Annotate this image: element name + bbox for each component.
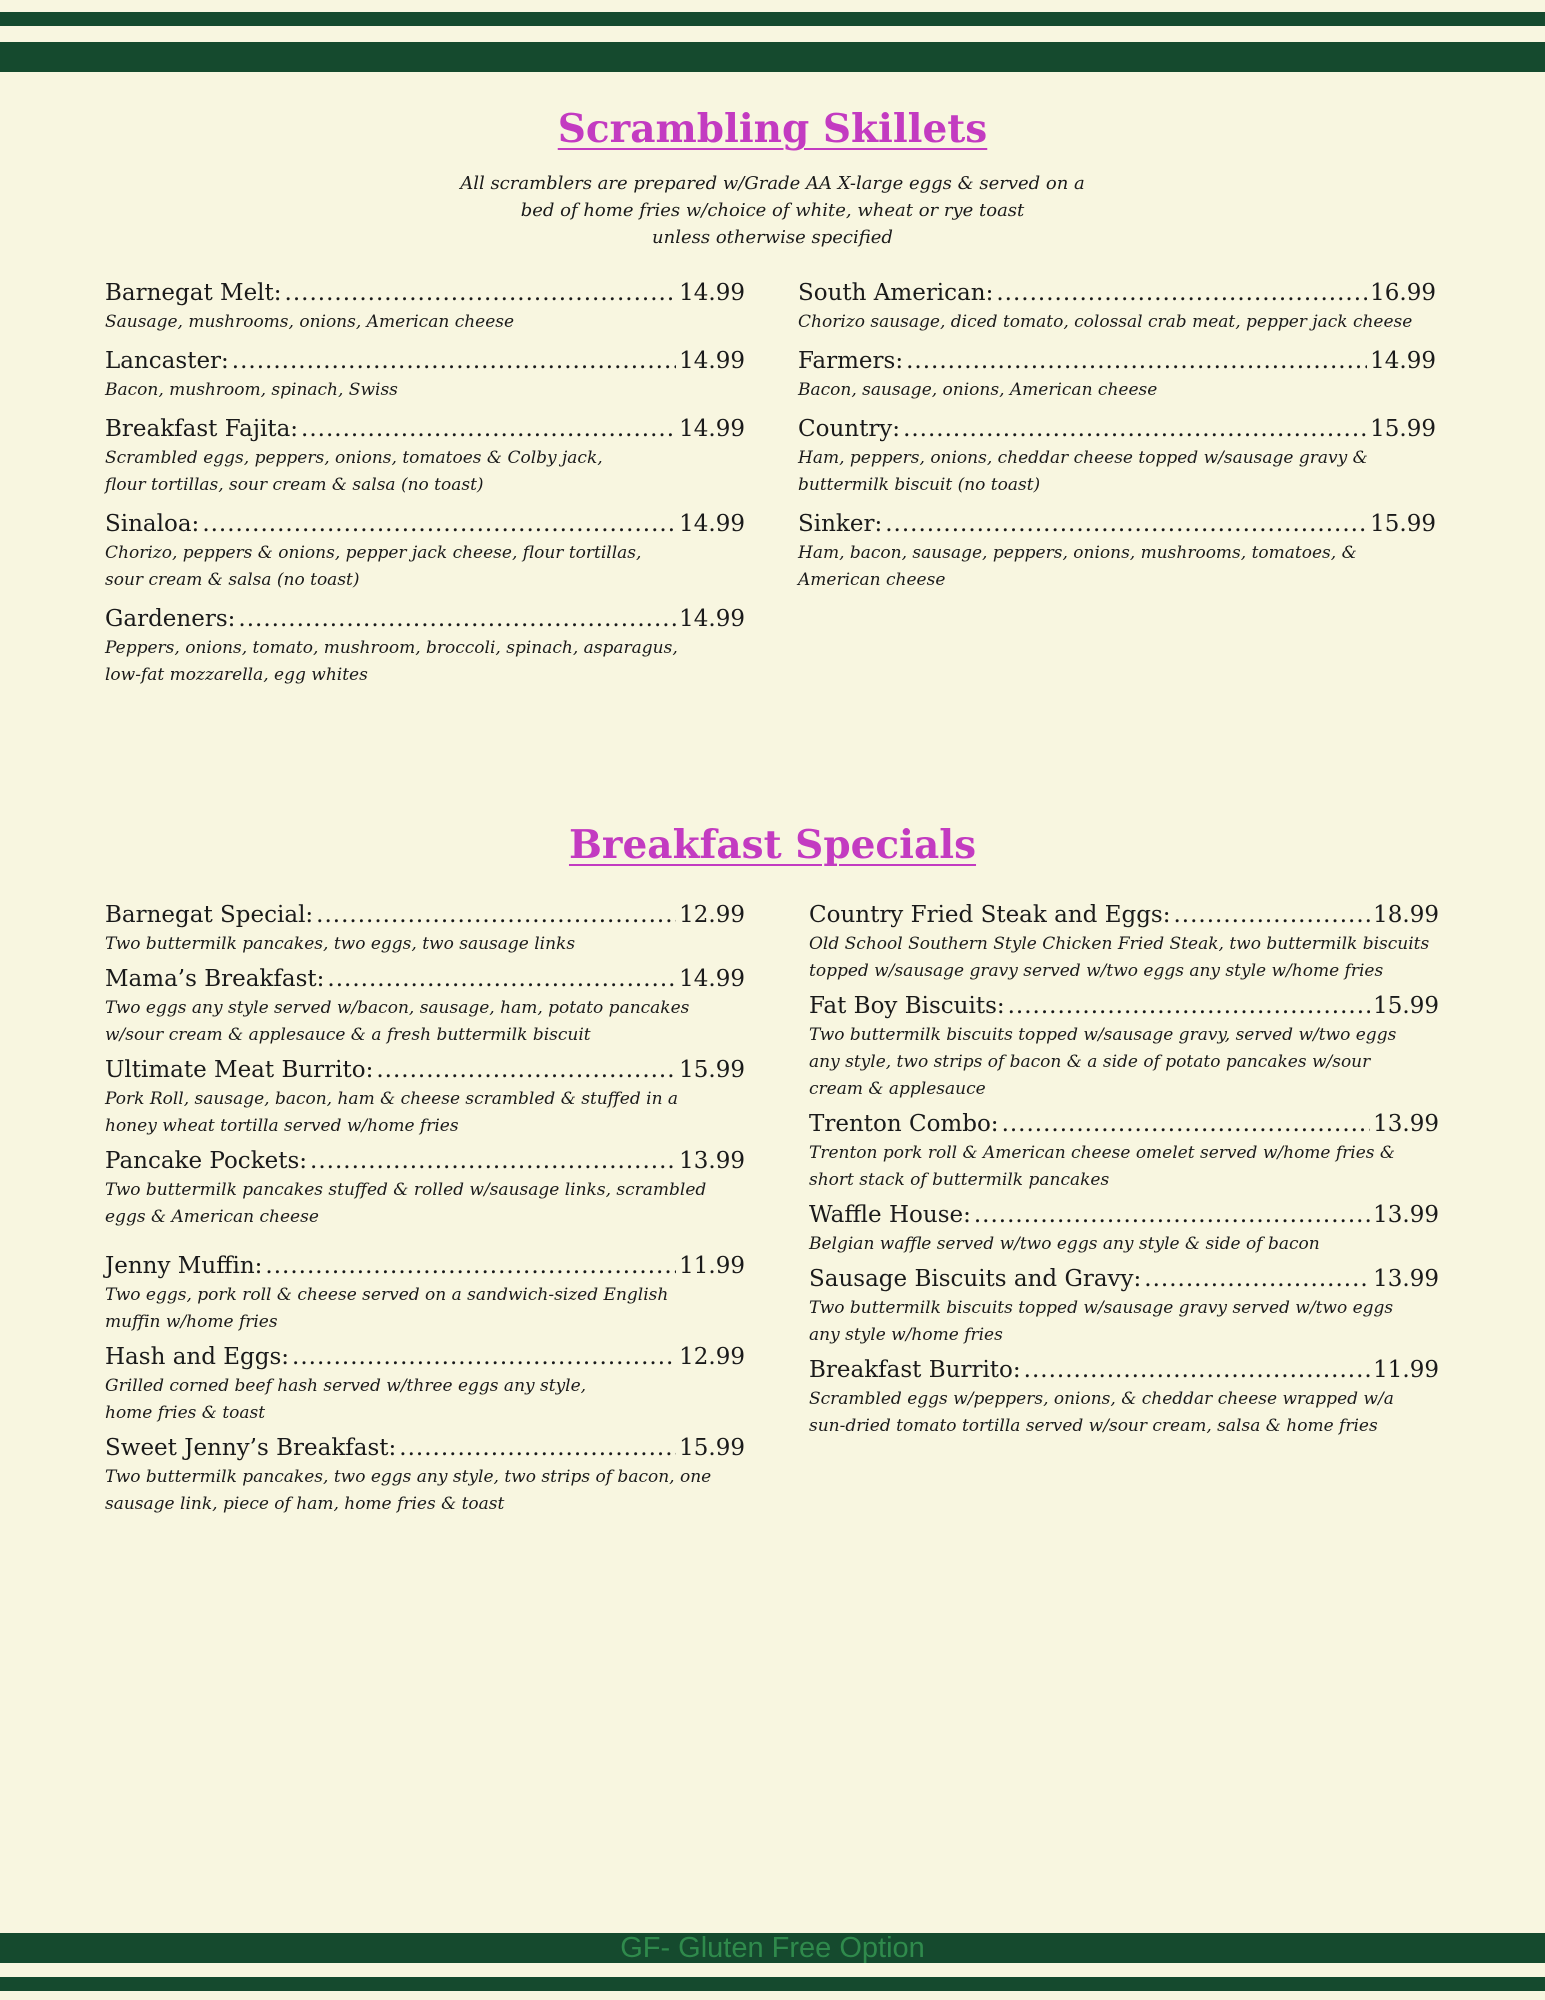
description-line: Two buttermilk pancakes, two eggs, two sausage links — [105, 934, 576, 954]
description-line: Scrambled eggs w/peppers, onions, & cheddar cheese wrapped w/a — [809, 1389, 1394, 1409]
menu-item-price: 11.99 — [679, 1253, 745, 1279]
description-line: short stack of buttermilk pancakes — [809, 1170, 1110, 1190]
menu-item-description — [105, 1282, 745, 1336]
menu-item-name: Barnegat Special: — [105, 902, 314, 928]
dot-leader — [974, 1200, 1370, 1230]
dot-leader — [327, 964, 676, 994]
menu-item-line — [105, 1251, 745, 1281]
description-line: topped w/sausage gravy served w/two eggs any style w/home fries — [809, 961, 1384, 981]
menu-item-price: 14.99 — [679, 416, 745, 442]
menu-item-line — [105, 1433, 745, 1463]
description-line: sun-dried tomato tortilla served w/sour cream, salsa & home fries — [809, 1416, 1378, 1436]
menu-item-line — [809, 1109, 1439, 1139]
menu-item — [105, 278, 745, 336]
description-line: Sausage, mushrooms, onions, American cheese — [105, 312, 515, 332]
menu-item-name: Hash and Eggs: — [105, 1344, 290, 1370]
menu-item-name: Trenton Combo: — [809, 1111, 999, 1137]
menu-item-description — [105, 377, 745, 404]
menu-item-name: Barnegat Melt: — [105, 280, 282, 306]
description-line: cream & applesauce — [809, 1079, 986, 1099]
menu-item — [105, 509, 745, 594]
menu-item-line — [105, 509, 745, 539]
description-line: Trenton pork roll & American cheese omelet served w/home fries & — [809, 1143, 1396, 1163]
menu-item — [105, 604, 745, 689]
menu-item — [105, 346, 745, 404]
menu-item-name: Breakfast Fajita: — [105, 416, 299, 442]
menu-item-line — [809, 1355, 1439, 1385]
menu-item-name: Fat Boy Biscuits: — [809, 993, 1005, 1019]
menu-item-line — [105, 964, 745, 994]
description-line: Grilled corned beef hash served w/three eggs any style, — [105, 1376, 587, 1396]
menu-item-line — [105, 1342, 745, 1372]
menu-item-description — [105, 445, 745, 499]
menu-item-description — [809, 1140, 1439, 1194]
description-line: American cheese — [798, 570, 946, 590]
menu-item-price: 14.99 — [679, 511, 745, 537]
menu-item-description — [809, 931, 1439, 985]
menu-item-description — [809, 1231, 1439, 1258]
menu-item-line — [105, 346, 745, 376]
menu-item-description — [105, 309, 745, 336]
menu-item-price: 18.99 — [1373, 902, 1439, 928]
menu-item-name: Country Fried Steak and Eggs: — [809, 902, 1171, 928]
menu-item-price: 11.99 — [1373, 1357, 1439, 1383]
description-line: buttermilk biscuit (no toast) — [798, 475, 1041, 495]
description-line: Two eggs any style served w/bacon, sausage, ham, potato pancakes — [105, 998, 690, 1018]
description-line: Belgian waffle served w/two eggs any style & side of bacon — [809, 1234, 1320, 1254]
dot-leader — [1144, 1264, 1370, 1294]
menu-item-description — [809, 1386, 1439, 1440]
menu-item-name: Mama’s Breakfast: — [105, 966, 325, 992]
menu-item-description — [105, 995, 745, 1049]
description-line: Peppers, onions, tomato, mushroom, broccoli, spinach, asparagus, — [105, 638, 678, 658]
dot-leader — [1002, 1109, 1371, 1139]
description-line: home fries & toast — [105, 1403, 266, 1423]
menu-item — [798, 346, 1436, 404]
menu-item-name: Sinaloa: — [105, 511, 200, 537]
description-line: Bacon, sausage, onions, American cheese — [798, 380, 1158, 400]
menu-item — [809, 1355, 1439, 1440]
skillets-right-column — [798, 278, 1436, 594]
menu-item-line — [798, 509, 1436, 539]
menu-item-description — [809, 1022, 1439, 1103]
dot-leader — [232, 346, 676, 376]
dot-leader — [885, 509, 1367, 539]
menu-item-price: 15.99 — [1373, 993, 1439, 1019]
dot-leader — [292, 1342, 676, 1372]
menu-item — [105, 964, 745, 1049]
menu-item-price: 12.99 — [679, 1344, 745, 1370]
dot-leader — [1024, 1355, 1371, 1385]
menu-item-line — [105, 1055, 745, 1085]
menu-item-price: 15.99 — [679, 1057, 745, 1083]
menu-item-description — [105, 540, 745, 594]
top-border-thin — [0, 12, 1545, 26]
menu-item-price: 15.99 — [1370, 416, 1436, 442]
menu-item-price: 15.99 — [679, 1435, 745, 1461]
dot-leader — [1008, 991, 1371, 1021]
description-line: muffin w/home fries — [105, 1312, 278, 1332]
description-line: Two buttermilk biscuits topped w/sausage gravy, served w/two eggs — [809, 1025, 1397, 1045]
menu-item-line — [809, 1264, 1439, 1294]
menu-item-price: 14.99 — [679, 348, 745, 374]
menu-item-description — [105, 1373, 745, 1427]
menu-item-price: 14.99 — [679, 606, 745, 632]
description-line: Old School Southern Style Chicken Fried Steak, two buttermilk biscuits — [809, 934, 1430, 954]
menu-item-line — [798, 278, 1436, 308]
description-line: Two buttermilk pancakes, two eggs any style, two strips of bacon, one — [105, 1467, 712, 1487]
menu-item-name: Farmers: — [798, 348, 904, 374]
dot-leader — [310, 1146, 676, 1176]
dot-leader — [285, 278, 677, 308]
menu-item-name: Sausage Biscuits and Gravy: — [809, 1266, 1142, 1292]
description-line: Ham, peppers, onions, cheddar cheese topped w/sausage gravy & — [798, 448, 1368, 468]
menu-item-line — [809, 991, 1439, 1021]
menu-item — [809, 991, 1439, 1103]
description-line: Two buttermilk pancakes stuffed & rolled w/sausage links, scrambled — [105, 1180, 707, 1200]
description-line: Two eggs, pork roll & cheese served on a sandwich-sized English — [105, 1285, 669, 1305]
dot-leader — [906, 346, 1367, 376]
menu-item — [105, 1342, 745, 1427]
menu-item-line — [105, 278, 745, 308]
menu-item-description — [105, 635, 745, 689]
menu-item — [798, 278, 1436, 336]
menu-item — [809, 1200, 1439, 1258]
menu-item-price: 14.99 — [1370, 348, 1436, 374]
menu-item-name: Lancaster: — [105, 348, 229, 374]
dot-leader — [238, 604, 676, 634]
menu-item-line — [105, 900, 745, 930]
description-line: Two buttermilk biscuits topped w/sausage gravy served w/two eggs — [809, 1298, 1394, 1318]
dot-leader — [265, 1251, 676, 1281]
description-line: Bacon, mushroom, spinach, Swiss — [105, 380, 398, 400]
dot-leader — [903, 414, 1367, 444]
dot-leader — [376, 1055, 676, 1085]
dot-leader — [202, 509, 676, 539]
dot-leader — [301, 414, 676, 444]
menu-item-line — [798, 346, 1436, 376]
description-line: Chorizo sausage, diced tomato, colossal crab meat, pepper jack cheese — [798, 312, 1413, 332]
menu-item-line — [105, 414, 745, 444]
specials-right-column — [809, 900, 1439, 1440]
menu-item-description — [105, 1086, 745, 1140]
description-line: any style w/home fries — [809, 1325, 1003, 1345]
menu-item-description — [105, 931, 745, 958]
menu-item-description — [798, 309, 1436, 336]
gluten-free-note: GF- Gluten Free Option — [620, 1932, 925, 1964]
bottom-border-thin — [0, 1977, 1545, 1991]
menu-item-name: Sinker: — [798, 511, 883, 537]
skillets-intro — [0, 170, 1545, 251]
menu-item — [105, 1146, 745, 1231]
menu-item — [105, 1433, 745, 1518]
menu-item — [809, 900, 1439, 985]
menu-item-price: 13.99 — [1373, 1111, 1439, 1137]
menu-item-name: Ultimate Meat Burrito: — [105, 1057, 374, 1083]
description-line: w/sour cream & applesauce & a fresh buttermilk biscuit — [105, 1025, 591, 1045]
menu-item — [105, 900, 745, 958]
dot-leader — [1174, 900, 1371, 930]
menu-item-line — [105, 1146, 745, 1176]
menu-item — [105, 414, 745, 499]
menu-item-name: Country: — [798, 416, 901, 442]
description-line: Ham, bacon, sausage, peppers, onions, mushrooms, tomatoes, & — [798, 543, 1357, 563]
intro-line: All scramblers are prepared w/Grade AA X-large eggs & served on a — [460, 173, 1085, 194]
dot-leader — [996, 278, 1367, 308]
menu-item-line — [809, 1200, 1439, 1230]
description-line: any style, two strips of bacon & a side of potato pancakes w/sour — [809, 1052, 1371, 1072]
menu-item-price: 15.99 — [1370, 511, 1436, 537]
menu-item-description — [798, 445, 1436, 499]
menu-item — [809, 1109, 1439, 1194]
menu-item-price: 12.99 — [679, 902, 745, 928]
description-line: Scrambled eggs, peppers, onions, tomatoes & Colby jack, — [105, 448, 603, 468]
menu-item-price: 13.99 — [1373, 1266, 1439, 1292]
menu-item-description — [798, 540, 1436, 594]
menu-item-description — [105, 1177, 745, 1231]
skillets-left-column — [105, 278, 745, 689]
top-border-thick — [0, 42, 1545, 72]
menu-item-name: Pancake Pockets: — [105, 1148, 308, 1174]
specials-left-column — [105, 900, 745, 1518]
menu-item-name: Breakfast Burrito: — [809, 1357, 1021, 1383]
menu-item — [809, 1264, 1439, 1349]
specials-title: Breakfast Specials — [568, 822, 977, 868]
description-line: Pork Roll, sausage, bacon, ham & cheese scrambled & stuffed in a — [105, 1089, 679, 1109]
menu-item-name: Gardeners: — [105, 606, 236, 632]
menu-item-price: 14.99 — [679, 966, 745, 992]
description-line: sour cream & salsa (no toast) — [105, 570, 360, 590]
description-line: eggs & American cheese — [105, 1207, 319, 1227]
description-line: low-fat mozzarella, egg whites — [105, 665, 368, 685]
dot-leader — [316, 900, 676, 930]
menu-item-description — [798, 377, 1436, 404]
menu-item-name: Waffle House: — [809, 1202, 971, 1228]
menu-item-name: Jenny Muffin: — [105, 1253, 263, 1279]
menu-item-line — [809, 900, 1439, 930]
intro-line: bed of home fries w/choice of white, wheat or rye toast — [520, 200, 1025, 221]
description-line: flour tortillas, sour cream & salsa (no toast) — [105, 475, 484, 495]
intro-line: unless otherwise specified — [652, 227, 893, 248]
menu-item — [105, 1251, 745, 1336]
menu-item-price: 13.99 — [679, 1148, 745, 1174]
menu-item-price: 13.99 — [1373, 1202, 1439, 1228]
menu-item — [798, 414, 1436, 499]
menu-item-description — [105, 1464, 745, 1518]
menu-item-name: Sweet Jenny’s Breakfast: — [105, 1435, 397, 1461]
description-line: honey wheat tortilla served w/home fries — [105, 1116, 459, 1136]
menu-item-description — [809, 1295, 1439, 1349]
menu-item — [105, 1055, 745, 1140]
menu-item-line — [798, 414, 1436, 444]
description-line: sausage link, piece of ham, home fries & toast — [105, 1494, 505, 1514]
menu-item-price: 16.99 — [1370, 280, 1436, 306]
dot-leader — [399, 1433, 676, 1463]
menu-item — [798, 509, 1436, 594]
description-line: Chorizo, peppers & onions, pepper jack cheese, flour tortillas, — [105, 543, 642, 563]
menu-item-price: 14.99 — [679, 280, 745, 306]
menu-item-name: South American: — [798, 280, 994, 306]
menu-item-line — [105, 604, 745, 634]
skillets-title: Scrambling Skillets — [557, 106, 988, 152]
